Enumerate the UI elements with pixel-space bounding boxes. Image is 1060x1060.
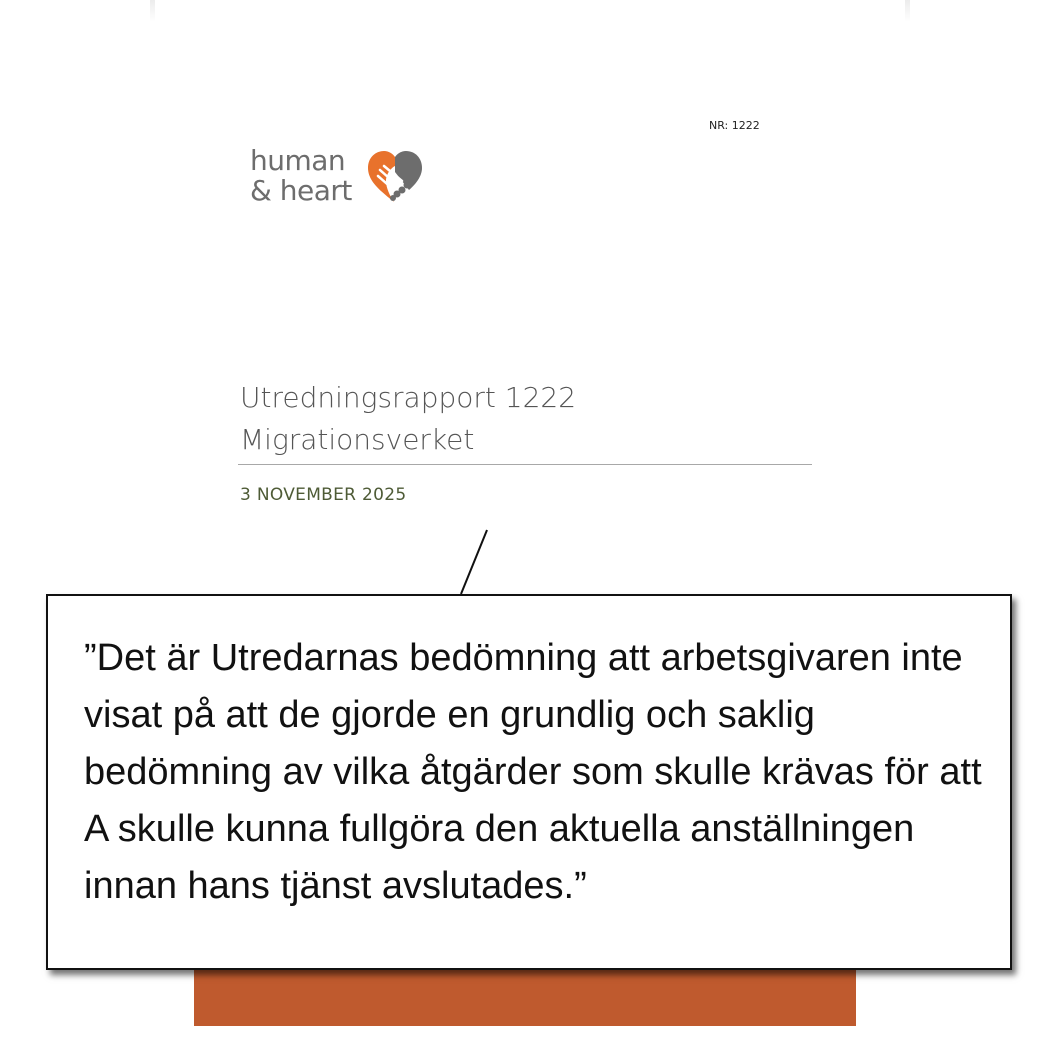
report-title — [240, 377, 576, 461]
report-title-line-2: Migrationsverket — [240, 423, 475, 456]
logo-line-2: & heart — [250, 174, 352, 207]
report-date: 3 NOVEMBER 2025 — [240, 485, 407, 505]
company-logo — [250, 146, 430, 210]
title-divider — [238, 464, 812, 465]
heart-handshake-icon — [364, 148, 426, 206]
logo-wordmark — [250, 146, 352, 206]
document-number: NR: 1222 — [709, 119, 760, 132]
quote-callout-box — [46, 594, 1012, 970]
callout-pointer-line — [455, 528, 495, 598]
logo-line-1: human — [250, 144, 346, 177]
quote-text: ”Det är Utredarnas bedömning att arbetsgivaren inte visat på att de gjorde en grundlig och saklig bedömning av vilka åtgärder som skulle krävas för att A skulle kunna fullgöra den aktuella anställningen innan hans tjänst avslutades.” — [84, 637, 982, 907]
report-title-line-1: Utredningsrapport 1222 — [240, 381, 577, 414]
